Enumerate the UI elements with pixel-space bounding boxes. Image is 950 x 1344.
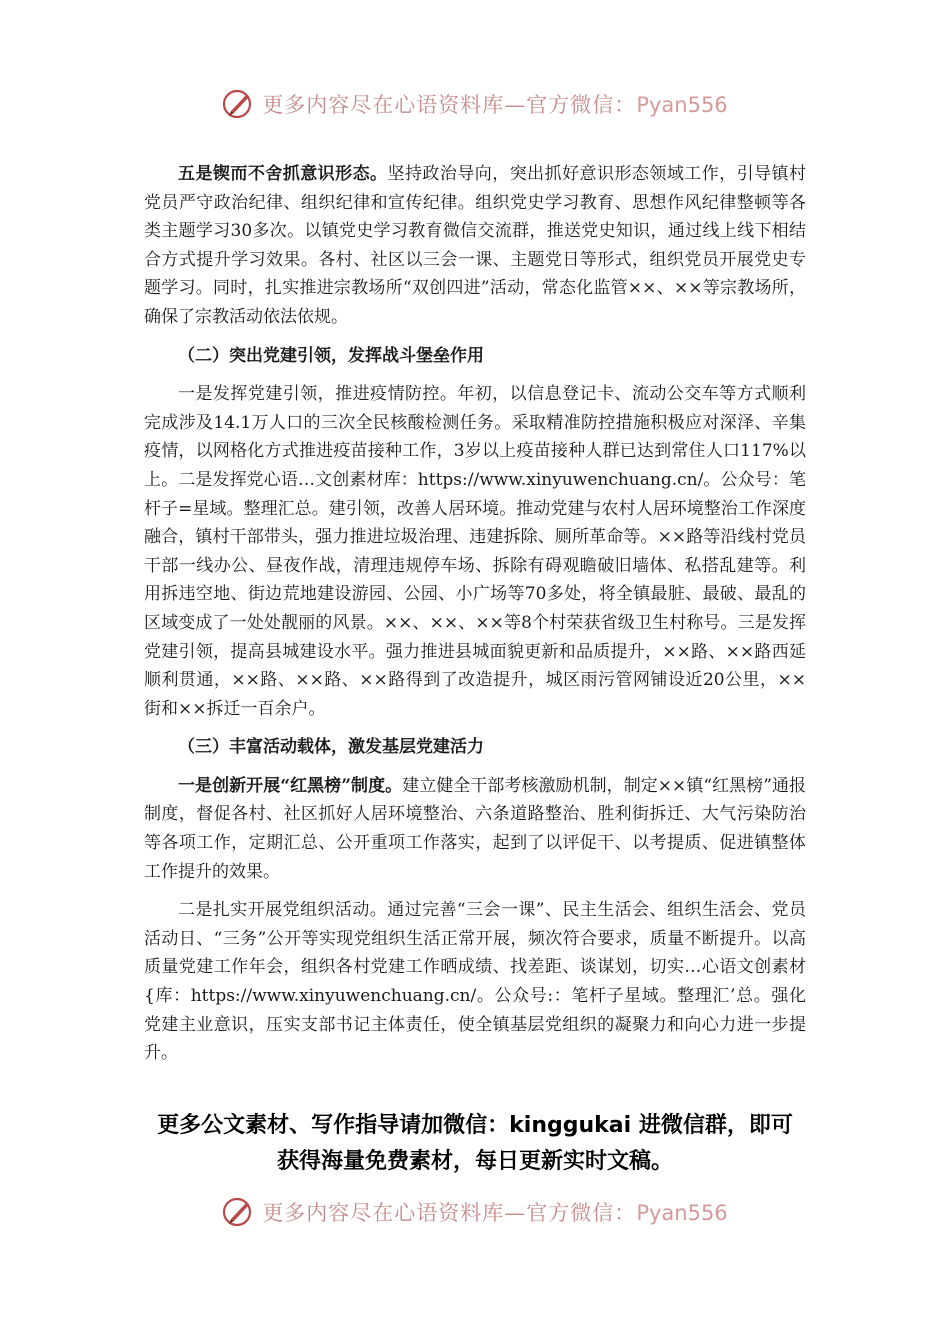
banner-text: 更多内容尽在心语资料库—官方微信：Pyan556 xyxy=(262,1201,728,1225)
promo-line-2: 获得海量免费素材，每日更新实时文稿。 xyxy=(276,1149,673,1174)
pen-logo-icon xyxy=(222,1195,256,1229)
promo-line-1: 更多公文素材、写作指导请加微信：kinggukai 进微信群，即可 xyxy=(157,1113,793,1138)
paragraph-lead: 一是创新开展“红黑榜”制度。 xyxy=(178,775,403,796)
header-banner xyxy=(0,84,950,124)
document-body xyxy=(144,160,806,1068)
paragraph-lead: 五是锲而不舍抓意识形态。 xyxy=(178,164,388,184)
footer-banner xyxy=(0,1192,950,1232)
paragraph-party-leadership: 一是发挥党建引领，推进疫情防控。年初，以信息登记卡、流动公交车等方式顺利完成涉及14.1万人口的三次全民核酸检测任务。采取精准防控措施积极应对深泽、辛集疫情，以网格化方式推进疫苗接种工作，3岁以上疫苗接种人群已达到常住人口117%以上。二是发挥党心语…文创素材库：https://www.xinyuwenchuang.cn/。公众号：笔杆子=星域。整理汇总。建引领，改善人居环境。推动党建与农村人居环境整治工作深度融合，镇村干部带头，强力推进垃圾治理、违建拆除、厕所革命等。××路等沿线村党员干部一线办公、昼夜作战，清理违规停车场、拆除有碍观瞻破旧墙体、私搭乱建等。利用拆违空地、街边荒地建设游园、公园、小广场等70多处，将全镇最脏、最破、最乱的区域变成了一处处靓丽的风景。××、××、××等8个村荣获省级卫生村称号。三是发挥党建引领，提高县城建设水平。强力推进县城面貌更新和品质提升，××路、××路西延顺利贯通，××路、××路、××路得到了改造提升，城区雨污管网铺设近20公里，××街和××拆迁一百余户。 xyxy=(144,384,806,719)
paragraph-red-black-list: 一是创新开展“红黑榜”制度。建立健全干部考核激励机制，制定××镇“红黑榜”通报制度，督促各村、社区抓好人居环境整治、六条道路整治、胜利街拆迁、大气污染防治等各项工作，定期汇总、公开重项工作落实，起到了以评促干、以考提质、促进镇整体工作提升的效果。 xyxy=(144,775,806,882)
banner-text: 更多内容尽在心语资料库—官方微信：Pyan556 xyxy=(262,93,728,117)
paragraph-org-activities: 二是扎实开展党组织活动。通过完善“三会一课”、民主生活会、组织生活会、党员活动日、“三务”公开等实现党组织生活正常开展，频次符合要求，质量不断提升。以高质量党建工作年会，组织各村党建工作晒成绩、找差距、谈谋划，切实…心语文创素材{库：https://www.xinyuwenchuang.cn/。公众号:：笔杆子星域。整理汇’总。强化党建主业意识，压实支部书记主体责任，使全镇基层党组织的凝聚力和向心力进一步提升。 xyxy=(144,900,806,1064)
section-heading-3: （三）丰富活动载体，激发基层党建活力 xyxy=(178,737,484,758)
promo-notice xyxy=(0,1108,950,1180)
pen-logo-icon xyxy=(222,87,256,121)
section-heading-2: （二）突出党建引领，发挥战斗堡垒作用 xyxy=(178,345,484,366)
paragraph-ideology: 五是锲而不舍抓意识形态。坚持政治导向，突出抓好意识形态领域工作，引导镇村党员严守政治纪律、组织纪律和宣传纪律。组织党史学习教育、思想作风纪律整顿等各类主题学习30多次。以镇党史学习教育微信交流群，推送党史知识，通过线上线下相结合方式提升学习效果。各村、社区以三会一课、主题党日等形式，组织党员开展党史专题学习。同时，扎实推进宗教场所“双创四进”活动，常态化监管××、××等宗教场所，确保了宗教活动依法依规。 xyxy=(144,164,807,327)
